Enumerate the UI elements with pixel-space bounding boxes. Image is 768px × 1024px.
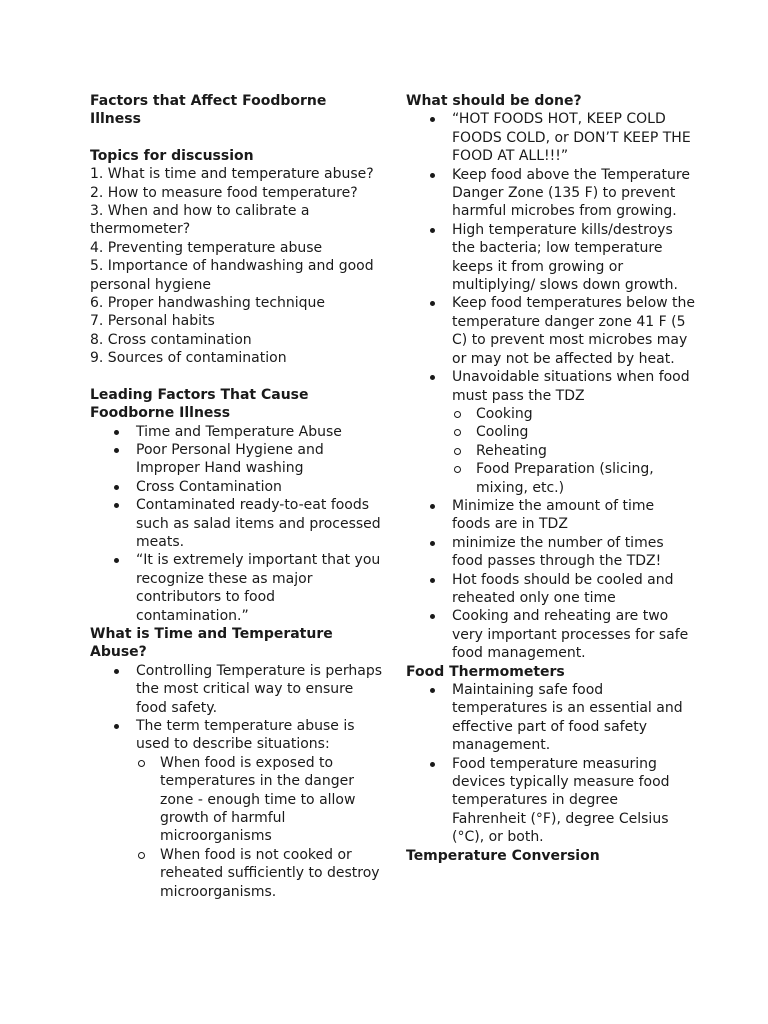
- topics-heading: Topics for discussion: [90, 147, 254, 164]
- sub-list-item: When food is exposed to temperatures in the danger zone - enough time to allow growth of harmful microorganisms: [135, 754, 382, 846]
- food-thermometers-heading: Food Thermometers: [406, 663, 565, 680]
- topic-item: 3. When and how to calibrate a thermometer?: [90, 203, 310, 238]
- list-item: Time and Temperature Abuse: [110, 423, 382, 441]
- list-item: Poor Personal Hygiene and Improper Hand washing: [110, 441, 382, 478]
- sub-list-item: Cooling: [451, 423, 696, 441]
- time-temperature-abuse-list: [110, 662, 382, 754]
- list-item: Controlling Temperature is perhaps the most critical way to ensure food safety.: [110, 662, 382, 717]
- list-item: Keep food above the Temperature Danger Zone (135 F) to prevent harmful microbes from growing.: [426, 166, 696, 221]
- list-item: Food temperature measuring devices typically measure food temperatures in degree Fahrenheit (°F), degree Celsius (°C), or both.: [426, 755, 696, 847]
- food-thermometers-list: [426, 681, 696, 847]
- list-item: Unavoidable situations when food must pass the TDZ: [426, 368, 696, 405]
- tdz-situations-list: [451, 405, 696, 497]
- list-item: Cooking and reheating are two very important processes for safe food management.: [426, 607, 696, 662]
- time-temperature-abuse-heading: What is Time and Temperature Abuse?: [90, 625, 333, 661]
- list-item: minimize the number of times food passes through the TDZ!: [426, 534, 696, 571]
- list-item: Keep food temperatures below the temperature danger zone 41 F (5 C) to prevent most microbes may or may not be affected by heat.: [426, 294, 696, 368]
- list-item: High temperature kills/destroys the bacteria; low temperature keeps it from growing or multiplying/ slows down growth.: [426, 221, 696, 295]
- list-item: The term temperature abuse is used to describe situations:: [110, 717, 382, 754]
- topic-item: 5. Importance of handwashing and good personal hygiene: [90, 258, 374, 293]
- list-item: “It is extremely important that you recognize these as major contributors to food contamination.”: [110, 551, 382, 625]
- topic-item: 6. Proper handwashing technique: [90, 295, 326, 312]
- right-column: [406, 92, 696, 865]
- topic-item: 4. Preventing temperature abuse: [90, 239, 323, 256]
- leading-factors-heading: Leading Factors That Cause Foodborne Illness: [90, 386, 309, 422]
- topic-item: 2. How to measure food temperature?: [90, 184, 358, 201]
- sub-list-item: When food is not cooked or reheated sufficiently to destroy microorganisms.: [135, 846, 382, 901]
- topic-item: 9. Sources of contamination: [90, 350, 287, 367]
- what-should-be-done-heading: What should be done?: [406, 93, 582, 109]
- topic-item: 7. Personal habits: [90, 313, 215, 330]
- list-item: Hot foods should be cooled and reheated only one time: [426, 571, 696, 608]
- temperature-conversion-heading: Temperature Conversion: [406, 847, 600, 864]
- what-should-be-done-list-continued: [426, 497, 696, 663]
- topic-item: 1. What is time and temperature abuse?: [90, 166, 374, 183]
- list-item: Minimize the amount of time foods are in TDZ: [426, 497, 696, 534]
- sub-list-item: Food Preparation (slicing, mixing, etc.): [451, 460, 696, 497]
- list-item: “HOT FOODS HOT, KEEP COLD FOODS COLD, or DON’T KEEP THE FOOD AT ALL!!!”: [426, 110, 696, 165]
- list-item: Cross Contamination: [110, 478, 382, 496]
- what-should-be-done-list: [426, 110, 696, 405]
- left-column: [90, 92, 382, 901]
- topic-item: 8. Cross contamination: [90, 331, 252, 348]
- document-title: Factors that Affect Foodborne Illness: [90, 93, 327, 128]
- sub-list-item: Reheating: [451, 442, 696, 460]
- list-item: Contaminated ready-to-eat foods such as salad items and processed meats.: [110, 496, 382, 551]
- list-item: Maintaining safe food temperatures is an essential and effective part of food safety management.: [426, 681, 696, 755]
- sub-list-item: Cooking: [451, 405, 696, 423]
- leading-factors-list: [110, 423, 382, 625]
- temperature-abuse-situations-list: [135, 754, 382, 901]
